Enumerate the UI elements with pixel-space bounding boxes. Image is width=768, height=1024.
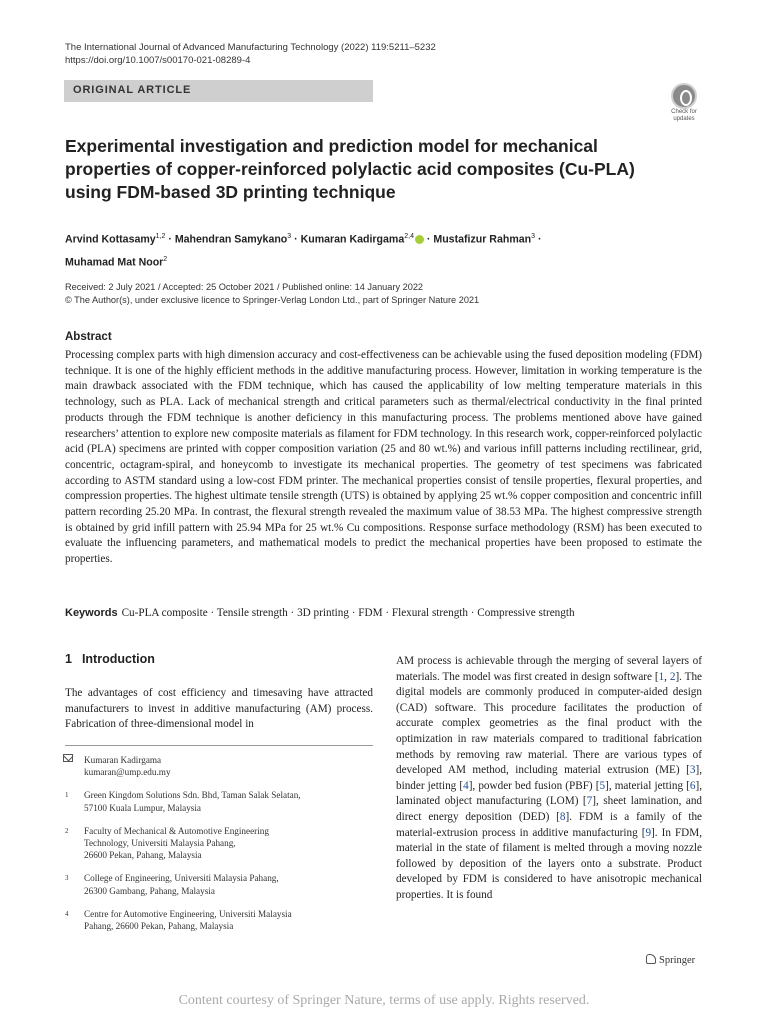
- author-name[interactable]: Muhamad Mat Noor: [65, 256, 164, 269]
- author-affiliation: 2,4: [404, 233, 414, 240]
- author-affiliation: 2: [163, 255, 168, 263]
- citation-link[interactable]: 7: [586, 795, 593, 808]
- affiliation-item: 1 Green Kingdom Solutions Sdn. Bhd, Taman Salak Selatan, 57100 Kuala Lumpur, Malaysia: [65, 790, 301, 813]
- publication-dates: [65, 281, 479, 307]
- journal-header: [65, 41, 436, 67]
- citation-link[interactable]: 8: [559, 810, 566, 823]
- abstract-heading: Abstract: [65, 331, 112, 343]
- author-list: Arvind Kottasamy$^{1,2}$ · Mahendran Samykano$^3$ · Kumaran Kadirgama$^{2,4}$ · Mustafizur Rahman$^3$ · Muhamad Mat Noor$^2$: [65, 233, 542, 269]
- affiliation-item: 4 Centre for Automotive Engineering, Universiti Malaysia Pahang, 26600 Pekan, Pahang, Malaysia: [65, 908, 292, 932]
- author-name[interactable]: Arvind Kottasamy: [65, 233, 156, 246]
- publisher-logo: [646, 954, 695, 966]
- courtesy-watermark: Content courtesy of Springer Nature, terms of use apply. Rights reserved.: [178, 993, 590, 1008]
- footnote-divider: [65, 745, 373, 746]
- abstract-text: Processing complex parts with high dimension accuracy and cost-effectiveness can be achievable using the fused deposition modeling (FDM) technique. It is one of the highly efficient methods in the additive manufacturing process. However, limitation in working temperature is the main drawback associated with the FDM technique, which has caused the applicability of low melting temperature materials in this technology, such as PLA. Lack of mechanical strength and critical parameters such as thermal/electrical conductivity in the final printed products through the FDM technique is another deficiency in this manufacturing process. The problems mentioned above have gained researchers’ attention to explore new composite materials as filament for FDM technology. In this research work, copper-reinforced polylactic acid (PLA) specimens are printed with copper composition variation (25 and 80 wt.%) and various infill patterns including rectilinear, grid, concentric, octagram-spiral, and honeycomb to investigate its mechanical properties. The geometry of test specimens was fabricated according to ASTM standard using a low-cost FDM printer. The mechanical properties consist of tensile properties, flexural properties, and compression properties. The highest ultimate tensile strength (UTS) is obtained by applying 25 wt.% copper composition and concentric infill pattern recording 25.20 MPa. In contrast, the flexural strength revealed the maximum value of 38.53 MPa. The highest compressive strength is obtained by grid infill pattern with 25.94 MPa for 25 wt.% Cu compositions. Response surface methodology (RSM) has been executed to evaluate the influencing parameters, and mathematical models to predict the mechanical properties have been proposed to estimate the properties.: [65, 349, 702, 566]
- citation-link[interactable]: 1: [658, 670, 665, 683]
- affiliation-number: 1: [65, 791, 69, 800]
- publisher-name: Springer: [659, 955, 696, 966]
- keywords-text: Cu-PLA composite · Tensile strength · 3D printing · FDM · Flexural strength · Compressive strength: [121, 607, 575, 619]
- author-affiliation: 3: [287, 233, 292, 240]
- citation-link[interactable]: 9: [645, 826, 652, 839]
- corresponding-email[interactable]: kumaran@ump.edu.my: [84, 767, 171, 778]
- citation-link[interactable]: 2: [669, 670, 676, 683]
- affiliation-item: 2 Faculty of Mechanical & Automotive Engineering Technology, Universiti Malaysia Pahang, 26600 Pekan, Pahang, Malaysia: [65, 825, 269, 861]
- intro-paragraph-right: AM process is achievable through the merging of several layers of materials. The model was first created in design software [1, 2]. The digital models are commonly produced in computer-aided design (CAD) software. This procedure facilitates the production of accurate complex geometries as the final product with the optimization in raw materials compared to traditional fabrication methods by removing raw material. There are various types of developed AM method, including material extrusion (ME) [3], binder jetting [4], powder bed fusion (PBF) [5], material jetting [6], laminated object manufacturing (LOM) [7], sheet lamination, and direct energy deposition (DED) [8]. FDM is a family of the material-extrusion process in additive manufacturing [9]. In FDM, material in the state of filament is melted through a moving nozzle followed by deposition of the layers onto a substrate. Product developed by FDM is considered to have anisotropic mechanical properties. It is found: [396, 655, 703, 901]
- author-name[interactable]: Kumaran Kadirgama: [300, 233, 405, 246]
- springer-horse-icon: [646, 954, 656, 964]
- affiliation-number: 2: [65, 826, 69, 835]
- paper-title: Experimental investigation and prediction model for mechanical properties of copper-reinforced polylactic acid composites (Cu-PLA) using FDM-based 3D printing technique: [65, 136, 635, 202]
- section-heading-introduction: [65, 652, 155, 666]
- author-affiliation: 3: [531, 233, 536, 240]
- affiliation-number: 3: [65, 874, 69, 883]
- corresponding-name: Kumaran Kadirgama: [84, 755, 162, 765]
- check-updates-icon: [671, 83, 697, 109]
- check-updates-label: Check for updates: [671, 109, 697, 122]
- corresponding-author: [65, 754, 373, 778]
- history-dates: Received: 2 July 2021 / Accepted: 25 October 2021 / Published online: 14 January 2022: [65, 282, 424, 292]
- footnotes: [65, 754, 373, 943]
- section-number: 1: [65, 652, 72, 666]
- check-for-updates-badge[interactable]: [664, 83, 704, 125]
- keywords-label: Keywords: [65, 607, 118, 619]
- citation-link[interactable]: 3: [689, 764, 696, 777]
- article-type-banner: [64, 80, 373, 102]
- author-name[interactable]: Mahendran Samykano: [174, 233, 288, 246]
- intro-paragraph-left: The advantages of cost efficiency and timesaving have attracted manufacturers to invest in additive manufacturing (AM) process. Fabrication of three-dimensional model in: [65, 687, 373, 731]
- citation-link[interactable]: 5: [599, 779, 606, 792]
- citation-link[interactable]: 6: [689, 779, 696, 792]
- author-name[interactable]: Mustafizur Rahman: [433, 233, 532, 246]
- affiliation-item: 3 College of Engineering, Universiti Malaysia Pahang, 26300 Gambang, Pahang, Malaysia: [65, 873, 279, 896]
- section-title: Introduction: [81, 652, 155, 666]
- copyright-line: © The Author(s), under exclusive licence to Springer-Verlag London Ltd., part of Springer Nature 2021: [65, 295, 480, 305]
- doi-link[interactable]: https://doi.org/10.1007/s00170-021-08289-4: [65, 55, 251, 66]
- journal-citation: The International Journal of Advanced Manufacturing Technology (2022) 119:5211–5232: [65, 42, 436, 53]
- author-affiliation: 1,2: [155, 233, 166, 240]
- article-type-label: ORIGINAL ARTICLE: [73, 84, 192, 96]
- orcid-icon[interactable]: [415, 235, 424, 244]
- envelope-icon: [63, 754, 73, 762]
- citation-link[interactable]: 4: [463, 779, 469, 792]
- keywords: [65, 606, 702, 621]
- affiliation-number: 4: [65, 909, 69, 918]
